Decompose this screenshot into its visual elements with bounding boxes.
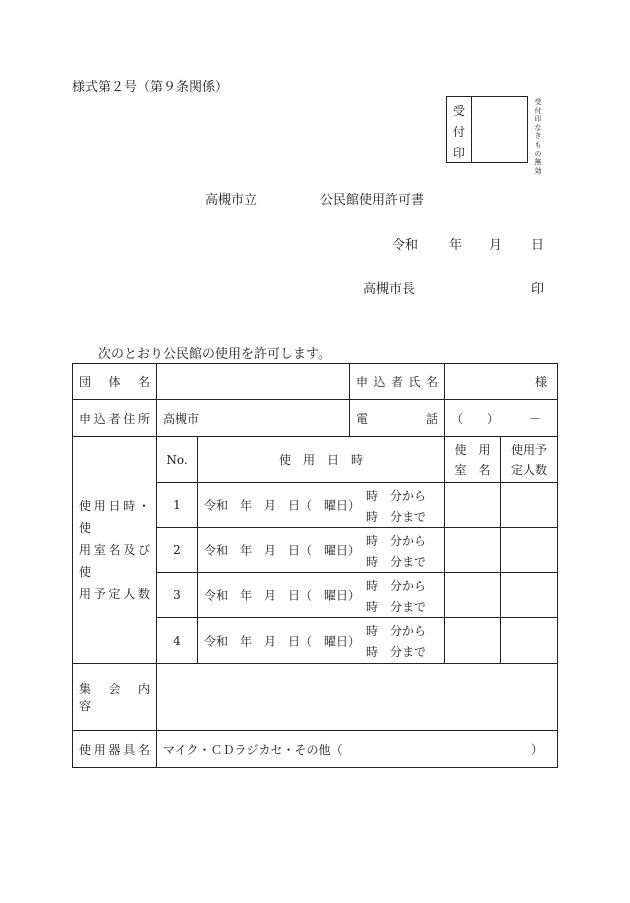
col-room-line: 使 用 bbox=[454, 442, 491, 457]
col-people-line: 使用予 bbox=[511, 442, 548, 457]
row-time-from: 時 分から bbox=[366, 624, 427, 638]
usage-label-line: 用室名及び使 bbox=[79, 543, 150, 579]
row-date-text: 令和 年 月 日（ 曜日） bbox=[204, 543, 361, 558]
applicant-suffix: 様 bbox=[535, 375, 548, 389]
stamp-char: 受 bbox=[452, 104, 465, 118]
note-char: 受 bbox=[534, 98, 542, 106]
row-room-field[interactable] bbox=[445, 483, 501, 528]
note-char: 効 bbox=[534, 166, 542, 175]
date-day: 日 bbox=[531, 238, 545, 253]
note-char: 無 bbox=[534, 158, 542, 167]
phone-field[interactable] bbox=[445, 400, 558, 437]
row-people-field[interactable] bbox=[501, 528, 558, 573]
col-people-line: 定人数 bbox=[511, 462, 548, 477]
row-datetime-field[interactable] bbox=[198, 483, 445, 528]
stamp-label-column bbox=[447, 97, 472, 162]
row-date-text: 令和 年 月 日（ 曜日） bbox=[204, 588, 361, 603]
stamp-char: 印 bbox=[452, 146, 465, 160]
note-char: の bbox=[534, 149, 542, 158]
row-datetime-field[interactable] bbox=[198, 618, 445, 664]
usage-label bbox=[73, 437, 157, 664]
applicant-name-label: 申込者氏名 bbox=[350, 364, 445, 400]
equipment-value: マイク・ＣＤラジカセ・その他（ bbox=[163, 742, 343, 757]
row-number: 4 bbox=[157, 618, 198, 664]
title-left: 高槻市立 bbox=[205, 193, 258, 208]
note-char: 印 bbox=[534, 115, 542, 124]
note-char: も bbox=[534, 140, 542, 149]
meeting-content-field[interactable] bbox=[157, 664, 558, 731]
title-right: 公民館使用許可書 bbox=[320, 193, 425, 208]
stamp-char: 付 bbox=[452, 125, 465, 139]
row-time-from: 時 分から bbox=[366, 534, 427, 548]
usage-label-line: 用予定人数 bbox=[79, 587, 150, 601]
row-time-to: 時 分まで bbox=[366, 510, 427, 524]
col-room-header bbox=[445, 437, 501, 483]
col-room-line: 室 名 bbox=[454, 462, 491, 477]
date-year: 年 bbox=[449, 238, 463, 253]
phone-label: 電 話 bbox=[350, 400, 445, 437]
row-datetime-field[interactable] bbox=[198, 528, 445, 573]
group-name-field[interactable] bbox=[157, 364, 350, 400]
row-date-text: 令和 年 月 日（ 曜日） bbox=[204, 498, 361, 513]
row-time-from: 時 分から bbox=[366, 489, 427, 503]
equipment-field[interactable] bbox=[157, 731, 558, 768]
row-room-field[interactable] bbox=[445, 528, 501, 573]
stamp-validity-note bbox=[533, 98, 543, 175]
date-era: 令和 bbox=[392, 238, 419, 253]
note-char: 付 bbox=[534, 106, 542, 115]
phone-value: （ ） － bbox=[451, 411, 542, 426]
form-number: 様式第２号（第９条関係） bbox=[72, 80, 229, 95]
row-date-text: 令和 年 月 日（ 曜日） bbox=[204, 634, 361, 648]
row-time-from: 時 分から bbox=[366, 579, 427, 593]
reception-stamp-box bbox=[446, 96, 528, 163]
address-value: 高槻市 bbox=[163, 411, 200, 426]
equipment-close-paren: ） bbox=[531, 742, 544, 757]
applicant-name-field[interactable] bbox=[445, 364, 558, 400]
row-people-field[interactable] bbox=[501, 573, 558, 618]
col-people-header bbox=[501, 437, 558, 483]
equipment-label: 使用器具名 bbox=[73, 731, 157, 768]
usage-label-line: 使用日時・使 bbox=[79, 499, 150, 535]
col-datetime-header: 使 用 日 時 bbox=[198, 437, 445, 483]
intro-text: 次のとおり公民館の使用を許可します。 bbox=[98, 347, 331, 362]
col-no-header: No. bbox=[157, 437, 198, 483]
row-people-field[interactable] bbox=[501, 618, 558, 664]
row-room-field[interactable] bbox=[445, 573, 501, 618]
issuer-seal: 印 bbox=[531, 282, 545, 297]
issuer-name: 高槻市長 bbox=[363, 282, 416, 297]
note-char: な bbox=[534, 123, 542, 132]
row-time-to: 時 分まで bbox=[366, 645, 427, 659]
address-label: 申込者住所 bbox=[73, 400, 157, 437]
row-room-field[interactable] bbox=[445, 618, 501, 664]
meeting-content-label: 集 会 内 容 bbox=[73, 664, 157, 731]
note-char: き bbox=[534, 132, 542, 141]
row-people-field[interactable] bbox=[501, 483, 558, 528]
permit-table bbox=[72, 363, 558, 768]
row-time-to: 時 分まで bbox=[366, 600, 427, 614]
address-field[interactable] bbox=[157, 400, 350, 437]
date-month: 月 bbox=[489, 238, 503, 253]
row-number: 3 bbox=[157, 573, 198, 618]
row-datetime-field[interactable] bbox=[198, 573, 445, 618]
row-time-to: 時 分まで bbox=[366, 555, 427, 569]
group-name-label: 団 体 名 bbox=[73, 364, 157, 400]
row-number: 2 bbox=[157, 528, 198, 573]
row-number: 1 bbox=[157, 483, 198, 528]
